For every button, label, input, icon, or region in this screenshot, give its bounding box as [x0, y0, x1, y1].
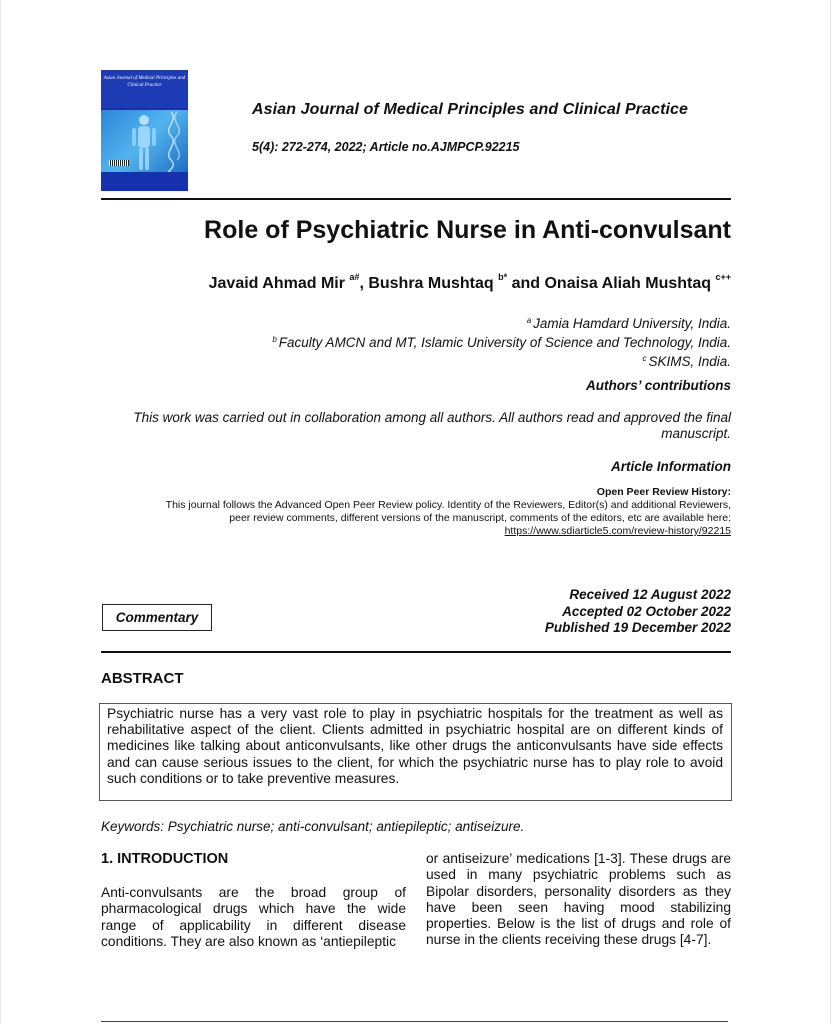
- article-type-badge: Commentary: [102, 604, 212, 631]
- journal-cover-image: [101, 70, 188, 191]
- introduction-text-right: or antiseizure’ medications [1-3]. These drugs are used in many psychiatric problems such as Bipolar disorders, personality disorders as they have been seen having mood stabilizing properties. Below is the list of drugs and role of nurse in the clients receiving these drugs [4-7].: [426, 851, 731, 948]
- affiliation-line: $^b$ Faculty AMCN and MT, Islamic University of Science and Technology, India.: [272, 335, 731, 350]
- footnote-divider: [101, 1021, 728, 1022]
- author-name: Javaid Ahmad Mir: [208, 275, 345, 292]
- abstract-text: Psychiatric nurse has a very vast role to play in psychiatric hospitals for the treatment as well as rehabilitative aspect of the client. Clients admitted in psychiatric hospital are on different kinds of medicines like talking about anticonvulsants, like other drugs the anticonvulsants have side effects and can cause serious issues to the client, for which the psychiatric nurse has to play role to avoid such conditions or to take preventive measures.: [99, 703, 732, 801]
- received-date: Received 12 August 2022: [569, 587, 731, 602]
- abstract-heading: ABSTRACT: [101, 670, 184, 687]
- peer-review-heading: Open Peer Review History:: [596, 486, 731, 498]
- publication-dates: [431, 587, 731, 637]
- keywords: Keywords: Psychiatric nurse; anti-convulsant; antiepileptic; antiseizure.: [101, 819, 525, 834]
- cover-footer: [101, 172, 188, 191]
- contributions-text: This work was carried out in collaboration among all authors. All authors read and approved the final manuscript.: [133, 410, 731, 441]
- header-divider: [101, 198, 731, 200]
- author-affiliation-mark: c++: [715, 272, 731, 282]
- published-date: Published 19 December 2022: [544, 620, 731, 635]
- peer-review-history: [71, 486, 731, 538]
- barcode-icon: [109, 160, 129, 166]
- introduction-text-left: Anti-convulsants are the broad group of pharmacological drugs which have the wide range of applicability in different disease conditions. They are also known as ‘antiepileptic: [101, 885, 406, 949]
- peer-review-text: peer review comments, different versions of the manuscript, comments of the editors, etc are available here:: [229, 512, 731, 524]
- peer-review-text: This journal follows the Advanced Open Peer Review policy. Identity of the Reviewers, Editor(s) and additional Reviewers,: [165, 499, 731, 511]
- journal-reference: 5(4): 272-274, 2022; Article no.AJMPCP.92215: [252, 140, 520, 154]
- author-list: Javaid Ahmad Mir $^{a\#}$, Bushra Mushtaq $^{b*}$ and Onaisa Aliah Mushtaq $^{c++}$: [208, 272, 731, 292]
- article-title: Role of Psychiatric Nurse in Anti-convulsant: [204, 216, 731, 244]
- contributions-heading: Authors’ contributions: [586, 378, 731, 393]
- cover-title: Asian Journal of Medical Principles and Clinical Practice: [101, 70, 188, 108]
- peer-review-link[interactable]: https://www.sdiarticle5.com/review-history/92215: [504, 525, 731, 537]
- affiliations: [91, 313, 731, 370]
- section-divider: [101, 651, 731, 653]
- article-info-heading: Article Information: [610, 459, 731, 474]
- author-affiliation-mark: b*: [498, 272, 508, 282]
- journal-name: Asian Journal of Medical Principles and Clinical Practice: [252, 101, 689, 118]
- affiliation-line: $^a$ Jamia Hamdard University, India.: [526, 316, 731, 331]
- introduction-heading: 1. INTRODUCTION: [101, 851, 229, 867]
- author-name: Bushra Mushtaq: [368, 275, 494, 292]
- affiliation-line: $^c$ SKIMS, India.: [642, 354, 731, 369]
- author-name: Onaisa Aliah Mushtaq: [544, 275, 712, 292]
- accepted-date: Accepted 02 October 2022: [562, 603, 731, 619]
- author-affiliation-mark: a#: [349, 272, 360, 282]
